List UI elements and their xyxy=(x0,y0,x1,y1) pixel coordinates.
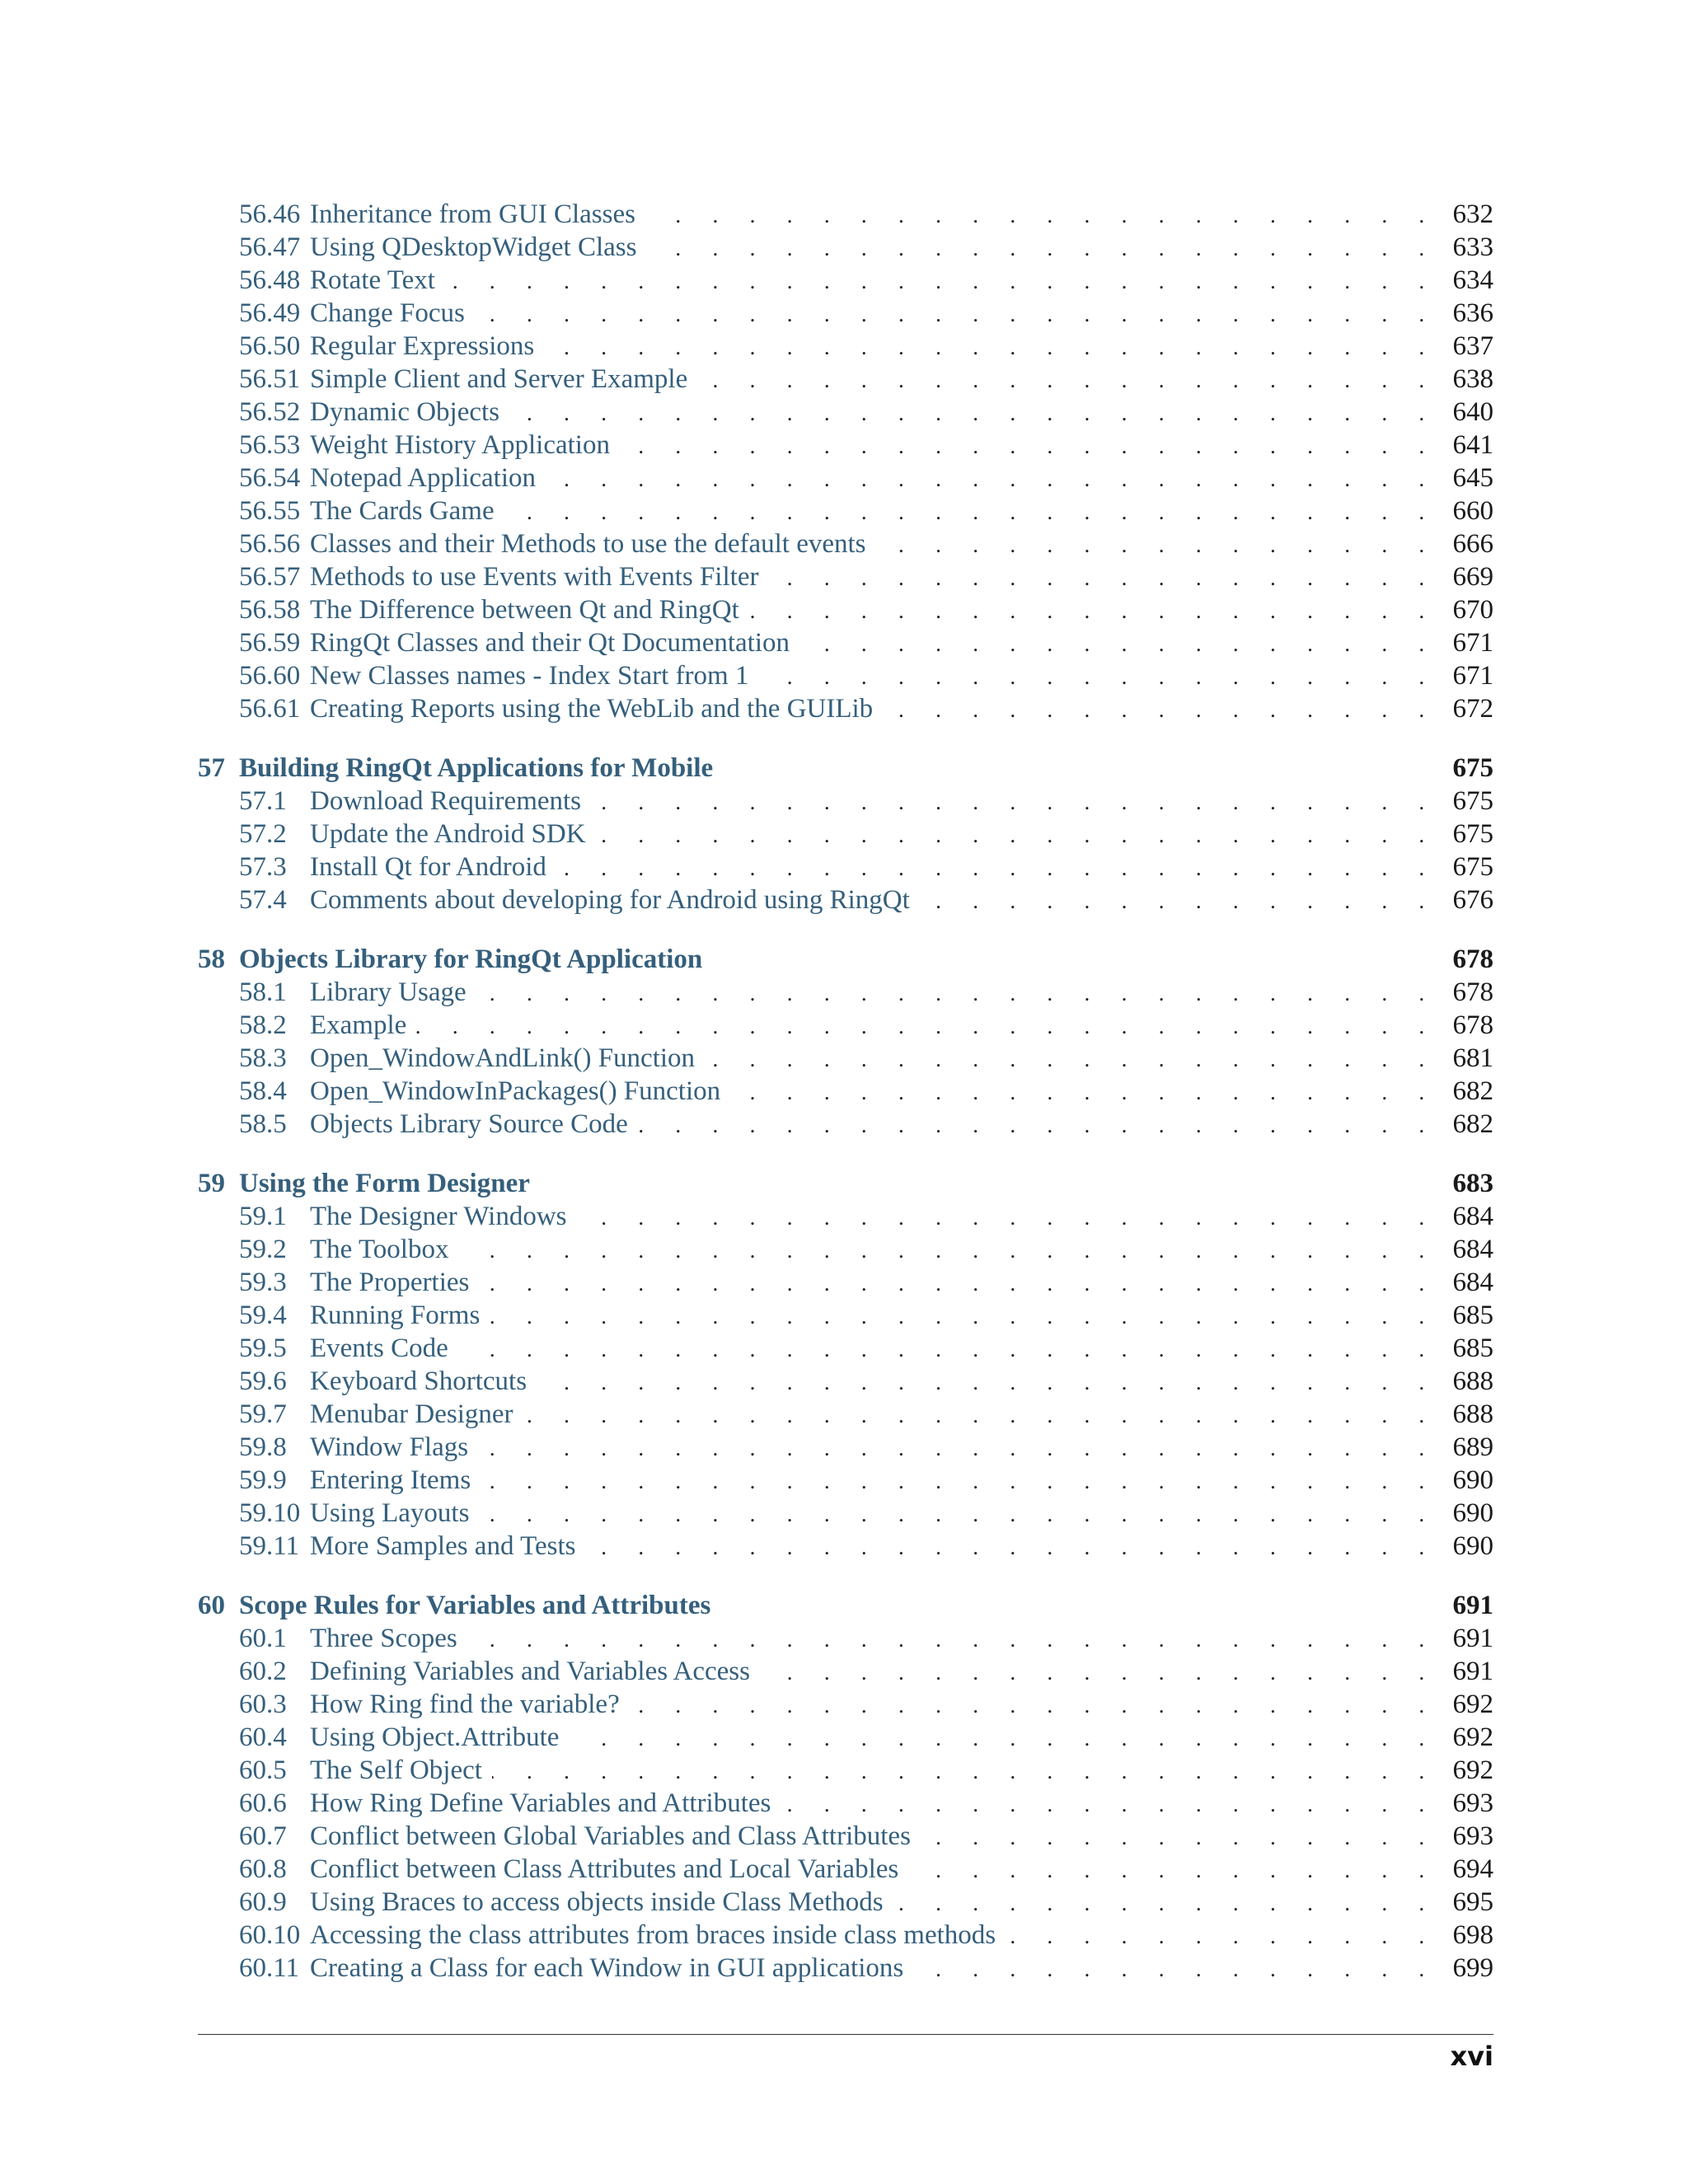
toc-entry-number: 59.5 xyxy=(239,1333,287,1363)
toc-section-entry[interactable] xyxy=(198,363,1493,396)
toc-section-entry[interactable] xyxy=(198,1233,1493,1266)
toc-section-entry[interactable] xyxy=(198,1655,1493,1688)
toc-entry-title[interactable]: Conflict between Class Attributes and Local Variables xyxy=(310,1854,899,1884)
dot-leader xyxy=(569,1722,1437,1755)
toc-entry-page: 671 xyxy=(1452,661,1493,691)
toc-entry-page: 675 xyxy=(1452,819,1493,849)
toc-section-entry[interactable] xyxy=(198,1299,1493,1332)
toc-entry-page: 678 xyxy=(1452,1010,1493,1040)
toc-entry-title[interactable]: Using Layouts xyxy=(310,1498,470,1528)
toc-section-entry[interactable] xyxy=(198,198,1493,231)
dot-leader xyxy=(646,232,1437,265)
toc-entry-number: 56.57 xyxy=(239,562,301,592)
footer-divider xyxy=(198,2034,1493,2035)
toc-entry-page: 637 xyxy=(1452,331,1493,361)
toc-entry-number: 60.1 xyxy=(239,1624,287,1653)
toc-entry-page: 678 xyxy=(1452,944,1493,974)
toc-entry-number: 57.2 xyxy=(239,819,287,849)
toc-entry-title[interactable]: Dynamic Objects xyxy=(310,397,500,427)
toc-section-entry[interactable] xyxy=(198,1365,1493,1398)
dot-leader xyxy=(490,1300,1437,1333)
toc-section-entry[interactable] xyxy=(198,1108,1493,1141)
dot-leader xyxy=(758,660,1437,693)
dot-leader xyxy=(620,429,1437,462)
dot-leader xyxy=(585,1530,1437,1563)
toc-entry-page: 641 xyxy=(1452,430,1493,460)
toc-section-entry[interactable] xyxy=(198,231,1493,264)
toc-entry-title[interactable]: Open_WindowInPackages() Function xyxy=(310,1076,721,1106)
dot-leader xyxy=(645,199,1437,232)
toc-entry-title[interactable]: The Designer Windows xyxy=(310,1202,567,1231)
dot-leader xyxy=(556,851,1437,884)
toc-entry-number: 60 xyxy=(198,1591,225,1620)
toc-entry-title[interactable]: Entering Items xyxy=(310,1465,471,1495)
toc-entry-page: 690 xyxy=(1452,1531,1493,1561)
toc-entry-number: 56.53 xyxy=(239,430,301,460)
toc-chapter-entry[interactable] xyxy=(198,1167,1493,1200)
toc-entry-title[interactable]: Accessing the class attributes from braces inside class methods xyxy=(310,1920,996,1950)
toc-entry-page: 633 xyxy=(1452,232,1493,262)
toc-entry-number: 59.7 xyxy=(239,1399,287,1429)
toc-entry-number: 59.6 xyxy=(239,1366,287,1396)
toc-section-entry[interactable] xyxy=(198,1042,1493,1075)
toc-entry-page: 636 xyxy=(1452,298,1493,328)
toc-entry-title[interactable]: Using Object.Attribute xyxy=(310,1722,560,1752)
dot-leader xyxy=(705,1043,1437,1076)
toc-entry-page: 669 xyxy=(1452,562,1493,592)
toc-entry-page: 693 xyxy=(1452,1788,1493,1818)
dot-leader xyxy=(760,1656,1437,1689)
toc-entry-number: 60.10 xyxy=(239,1920,301,1950)
toc-entry-title[interactable]: The Toolbox xyxy=(310,1235,449,1264)
toc-entry-page: 684 xyxy=(1452,1268,1493,1297)
dot-leader xyxy=(416,1010,1437,1043)
toc-entry-title[interactable]: Inheritance from GUI Classes xyxy=(310,199,635,229)
toc-entry-title[interactable]: How Ring Define Variables and Attributes xyxy=(310,1788,771,1818)
toc-section-entry[interactable] xyxy=(198,1754,1493,1787)
toc-section-entry[interactable] xyxy=(198,1497,1493,1530)
toc-entry-title[interactable]: Example xyxy=(310,1010,407,1040)
toc-entry-title[interactable]: Menubar Designer xyxy=(310,1399,513,1429)
dot-leader xyxy=(591,785,1437,818)
toc-entry-title[interactable]: The Properties xyxy=(310,1268,470,1297)
toc-entry-title[interactable]: Using Braces to access objects inside Class Methods xyxy=(310,1887,884,1917)
toc-entry-number: 59.4 xyxy=(239,1301,287,1330)
toc-section-entry[interactable] xyxy=(198,1266,1493,1299)
toc-entry-page: 685 xyxy=(1452,1301,1493,1330)
toc-entry-page: 682 xyxy=(1452,1109,1493,1139)
toc-entry-number: 56.52 xyxy=(239,397,301,427)
toc-section-entry[interactable] xyxy=(198,692,1493,725)
toc-section-entry[interactable] xyxy=(198,1688,1493,1721)
toc-entry-number: 58.2 xyxy=(239,1010,287,1040)
toc-entry-number: 59.9 xyxy=(239,1465,287,1495)
toc-entry-number: 56.56 xyxy=(239,529,301,559)
toc-entry-number: 60.4 xyxy=(239,1722,287,1752)
toc-entry-number: 59.11 xyxy=(239,1531,300,1561)
toc-entry-page: 685 xyxy=(1452,1333,1493,1363)
toc-entry-title[interactable]: How Ring find the variable? xyxy=(310,1690,620,1719)
toc-section-entry[interactable] xyxy=(198,1853,1493,1886)
toc-entry-number: 56.49 xyxy=(239,298,301,328)
dot-leader xyxy=(913,1952,1437,1985)
toc-entry-page: 634 xyxy=(1452,265,1493,295)
toc-entry-title[interactable]: More Samples and Tests xyxy=(310,1531,576,1561)
toc-section-entry[interactable] xyxy=(198,1952,1493,1985)
toc-entry-page: 676 xyxy=(1452,885,1493,915)
toc-entry-title[interactable]: Scope Rules for Variables and Attributes xyxy=(239,1591,711,1620)
toc-entry-number: 56.54 xyxy=(239,463,301,493)
dot-leader xyxy=(479,1267,1437,1300)
toc-entry-number: 56.47 xyxy=(239,232,301,262)
toc-section-entry[interactable] xyxy=(198,1886,1493,1919)
dot-leader xyxy=(638,1108,1437,1141)
toc-entry-number: 58.3 xyxy=(239,1043,287,1073)
toc-entry-page: 683 xyxy=(1452,1169,1493,1198)
toc-entry-page: 692 xyxy=(1452,1755,1493,1785)
dot-leader xyxy=(908,1854,1437,1886)
toc-section-entry[interactable] xyxy=(198,1075,1493,1108)
toc-entry-number: 60.11 xyxy=(239,1953,300,1983)
toc-entry-number: 57 xyxy=(198,753,225,783)
toc-entry-number: 59 xyxy=(198,1169,225,1198)
toc-entry-title[interactable]: Creating a Class for each Window in GUI applications xyxy=(310,1953,904,1983)
toc-entry-page: 691 xyxy=(1452,1624,1493,1653)
toc-entry-page: 693 xyxy=(1452,1821,1493,1851)
dot-leader xyxy=(509,396,1437,429)
toc-entry-page: 675 xyxy=(1452,753,1493,783)
toc-entry-page: 691 xyxy=(1452,1657,1493,1686)
dot-leader xyxy=(467,1623,1437,1656)
dot-leader xyxy=(883,693,1437,726)
toc-entry-title[interactable]: Rotate Text xyxy=(310,265,435,295)
toc-entry-title[interactable]: Update the Android SDK xyxy=(310,819,586,849)
toc-section-entry[interactable] xyxy=(198,1464,1493,1497)
toc-entry-number: 59.2 xyxy=(239,1235,287,1264)
toc-chapter-entry[interactable] xyxy=(198,943,1493,976)
toc-entry-page: 692 xyxy=(1452,1690,1493,1719)
toc-entry-number: 58 xyxy=(198,944,225,974)
toc-entry-title[interactable]: Using QDesktopWidget Class xyxy=(310,232,637,262)
toc-entry-page: 688 xyxy=(1452,1399,1493,1429)
toc-entry-page: 666 xyxy=(1452,529,1493,559)
toc-entry-title[interactable]: Conflict between Global Variables and Class Attributes xyxy=(310,1821,911,1851)
dot-leader xyxy=(596,818,1437,851)
toc-section-entry[interactable] xyxy=(198,1622,1493,1655)
dot-leader xyxy=(544,330,1437,363)
toc-section-entry[interactable] xyxy=(198,264,1493,297)
toc-chapter-entry[interactable] xyxy=(198,752,1493,785)
toc-entry-title[interactable]: Library Usage xyxy=(310,977,467,1007)
toc-section-entry[interactable] xyxy=(198,1721,1493,1754)
chapter-spacer xyxy=(198,1563,1493,1589)
toc-section-entry[interactable] xyxy=(198,462,1493,494)
toc-entry-title[interactable]: RingQt Classes and their Qt Documentation xyxy=(310,628,790,658)
toc-entry-page: 684 xyxy=(1452,1202,1493,1231)
dot-leader xyxy=(445,265,1437,298)
chapter-spacer xyxy=(198,1141,1493,1167)
toc-entry-title[interactable]: Install Qt for Android xyxy=(310,852,546,882)
chapter-spacer xyxy=(198,725,1493,752)
toc-section-entry[interactable] xyxy=(198,659,1493,692)
toc-entry-page: 699 xyxy=(1452,1953,1493,1983)
toc-entry-number: 56.58 xyxy=(239,595,301,625)
toc-entry-page: 670 xyxy=(1452,595,1493,625)
toc-entry-title[interactable]: The Difference between Qt and RingQt xyxy=(310,595,739,625)
toc-entry-number: 56.59 xyxy=(239,628,301,658)
dot-leader xyxy=(458,1333,1437,1366)
toc-section-entry[interactable] xyxy=(198,593,1493,626)
dot-leader xyxy=(577,1201,1437,1234)
toc-entry-title[interactable]: Download Requirements xyxy=(310,786,582,816)
toc-entry-title[interactable]: Simple Client and Server Example xyxy=(310,364,688,394)
toc-entry-number: 60.8 xyxy=(239,1854,287,1884)
toc-chapter-entry[interactable] xyxy=(198,1589,1493,1622)
dot-leader xyxy=(697,363,1437,396)
toc-entry-page: 638 xyxy=(1452,364,1493,394)
toc-section-entry[interactable] xyxy=(198,785,1493,818)
toc-entry-number: 60.3 xyxy=(239,1690,287,1719)
toc-entry-title[interactable]: Comments about developing for Android using RingQt xyxy=(310,885,910,915)
toc-section-entry[interactable] xyxy=(198,560,1493,593)
table-of-contents xyxy=(198,198,1493,1985)
toc-entry-page: 690 xyxy=(1452,1498,1493,1528)
toc-entry-number: 58.5 xyxy=(239,1109,287,1139)
toc-section-entry[interactable] xyxy=(198,1398,1493,1431)
dot-leader xyxy=(768,561,1437,594)
toc-entry-title[interactable]: Keyboard Shortcuts xyxy=(310,1366,528,1396)
dot-leader xyxy=(523,1399,1437,1432)
toc-entry-title[interactable]: The Cards Game xyxy=(310,496,495,526)
toc-entry-page: 688 xyxy=(1452,1366,1493,1396)
dot-leader xyxy=(481,1465,1437,1497)
dot-leader xyxy=(1006,1919,1437,1952)
toc-section-entry[interactable] xyxy=(198,1332,1493,1365)
dot-leader xyxy=(920,884,1437,917)
toc-entry-title[interactable]: Objects Library Source Code xyxy=(310,1109,628,1139)
toc-entry-number: 60.2 xyxy=(239,1657,287,1686)
toc-entry-page: 660 xyxy=(1452,496,1493,526)
toc-entry-title[interactable]: Running Forms xyxy=(310,1301,481,1330)
toc-section-entry[interactable] xyxy=(198,851,1493,883)
toc-entry-page: 675 xyxy=(1452,786,1493,816)
toc-entry-number: 60.5 xyxy=(239,1755,287,1785)
dot-leader xyxy=(475,298,1437,330)
toc-entry-title[interactable]: Building RingQt Applications for Mobile xyxy=(239,753,714,783)
toc-entry-page: 675 xyxy=(1452,852,1493,882)
chapter-spacer xyxy=(198,916,1493,943)
toc-section-entry[interactable] xyxy=(198,1919,1493,1952)
footer-page-number: xvi xyxy=(1450,2041,1493,2072)
toc-entry-number: 56.60 xyxy=(239,661,301,691)
toc-entry-page: 678 xyxy=(1452,977,1493,1007)
toc-section-entry[interactable] xyxy=(198,1787,1493,1820)
dot-leader xyxy=(478,1432,1437,1465)
toc-entry-title[interactable]: Creating Reports using the WebLib and the GUILib xyxy=(310,694,874,724)
dot-leader xyxy=(458,1234,1437,1267)
toc-entry-page: 690 xyxy=(1452,1465,1493,1495)
toc-entry-page: 640 xyxy=(1452,397,1493,427)
toc-entry-page: 689 xyxy=(1452,1432,1493,1462)
toc-entry-number: 58.1 xyxy=(239,977,287,1007)
toc-entry-page: 692 xyxy=(1452,1722,1493,1752)
toc-entry-number: 60.6 xyxy=(239,1788,287,1818)
toc-entry-page: 681 xyxy=(1452,1043,1493,1073)
toc-section-entry[interactable] xyxy=(198,1009,1493,1042)
toc-entry-title[interactable]: Window Flags xyxy=(310,1432,469,1462)
toc-entry-number: 56.55 xyxy=(239,496,301,526)
toc-entry-title[interactable]: New Classes names - Index Start from 1 xyxy=(310,661,749,691)
toc-entry-title[interactable]: Three Scopes xyxy=(310,1624,457,1653)
toc-section-entry[interactable] xyxy=(198,527,1493,560)
toc-entry-page: 691 xyxy=(1452,1591,1493,1620)
toc-entry-title[interactable]: Notepad Application xyxy=(310,463,537,493)
toc-entry-page: 694 xyxy=(1452,1854,1493,1884)
toc-entry-number: 59.3 xyxy=(239,1268,287,1297)
toc-section-entry[interactable] xyxy=(198,976,1493,1009)
toc-entry-page: 632 xyxy=(1452,199,1493,229)
toc-entry-number: 56.48 xyxy=(239,265,301,295)
toc-entry-page: 671 xyxy=(1452,628,1493,658)
toc-section-entry[interactable] xyxy=(198,1530,1493,1563)
toc-entry-title[interactable]: Using the Form Designer xyxy=(239,1169,530,1198)
dot-leader xyxy=(799,627,1437,660)
toc-entry-number: 56.61 xyxy=(239,694,301,724)
toc-entry-title[interactable]: The Self Object xyxy=(310,1755,482,1785)
toc-entry-title[interactable]: Classes and their Methods to use the default events xyxy=(310,529,866,559)
dot-leader xyxy=(749,594,1437,627)
dot-leader xyxy=(546,462,1437,495)
toc-entry-page: 645 xyxy=(1452,463,1493,493)
dot-leader xyxy=(537,1366,1437,1399)
toc-section-entry[interactable] xyxy=(198,297,1493,330)
toc-entry-title[interactable]: Regular Expressions xyxy=(310,331,535,361)
toc-section-entry[interactable] xyxy=(198,429,1493,462)
toc-section-entry[interactable] xyxy=(198,1431,1493,1464)
toc-entry-title[interactable]: Objects Library for RingQt Application xyxy=(239,944,703,974)
toc-entry-number: 57.1 xyxy=(239,786,287,816)
toc-entry-title[interactable]: Open_WindowAndLink() Function xyxy=(310,1043,696,1073)
toc-entry-number: 59.1 xyxy=(239,1202,287,1231)
dot-leader xyxy=(921,1821,1437,1854)
dot-leader xyxy=(781,1788,1437,1821)
toc-section-entry[interactable] xyxy=(198,494,1493,527)
toc-section-entry[interactable] xyxy=(198,1820,1493,1853)
toc-entry-page: 672 xyxy=(1452,694,1493,724)
toc-section-entry[interactable] xyxy=(198,1200,1493,1233)
dot-leader xyxy=(476,977,1437,1010)
toc-entry-page: 684 xyxy=(1452,1235,1493,1264)
toc-entry-title[interactable]: Weight History Application xyxy=(310,430,610,460)
toc-entry-number: 57.4 xyxy=(239,885,287,915)
toc-section-entry[interactable] xyxy=(198,330,1493,363)
toc-entry-title[interactable]: Events Code xyxy=(310,1333,448,1363)
toc-entry-page: 698 xyxy=(1452,1920,1493,1950)
toc-section-entry[interactable] xyxy=(198,396,1493,429)
toc-entry-number: 59.10 xyxy=(239,1498,301,1528)
dot-leader xyxy=(630,1689,1437,1722)
toc-entry-number: 60.7 xyxy=(239,1821,287,1851)
dot-leader xyxy=(504,495,1437,528)
toc-entry-title[interactable]: Change Focus xyxy=(310,298,465,328)
toc-section-entry[interactable] xyxy=(198,883,1493,916)
toc-entry-title[interactable]: Defining Variables and Variables Access xyxy=(310,1657,750,1686)
dot-leader xyxy=(893,1886,1437,1919)
dot-leader xyxy=(876,528,1437,561)
toc-entry-number: 56.51 xyxy=(239,364,301,394)
toc-entry-number: 56.50 xyxy=(239,331,301,361)
toc-entry-page: 682 xyxy=(1452,1076,1493,1106)
dot-leader xyxy=(492,1755,1437,1788)
toc-entry-number: 57.3 xyxy=(239,852,287,882)
toc-entry-title[interactable]: Methods to use Events with Events Filter xyxy=(310,562,759,592)
dot-leader xyxy=(479,1497,1437,1530)
toc-entry-number: 60.9 xyxy=(239,1887,287,1917)
toc-section-entry[interactable] xyxy=(198,818,1493,851)
dot-leader xyxy=(730,1076,1437,1108)
toc-entry-page: 695 xyxy=(1452,1887,1493,1917)
toc-section-entry[interactable] xyxy=(198,626,1493,659)
toc-entry-number: 59.8 xyxy=(239,1432,287,1462)
toc-entry-number: 56.46 xyxy=(239,199,301,229)
toc-entry-number: 58.4 xyxy=(239,1076,287,1106)
